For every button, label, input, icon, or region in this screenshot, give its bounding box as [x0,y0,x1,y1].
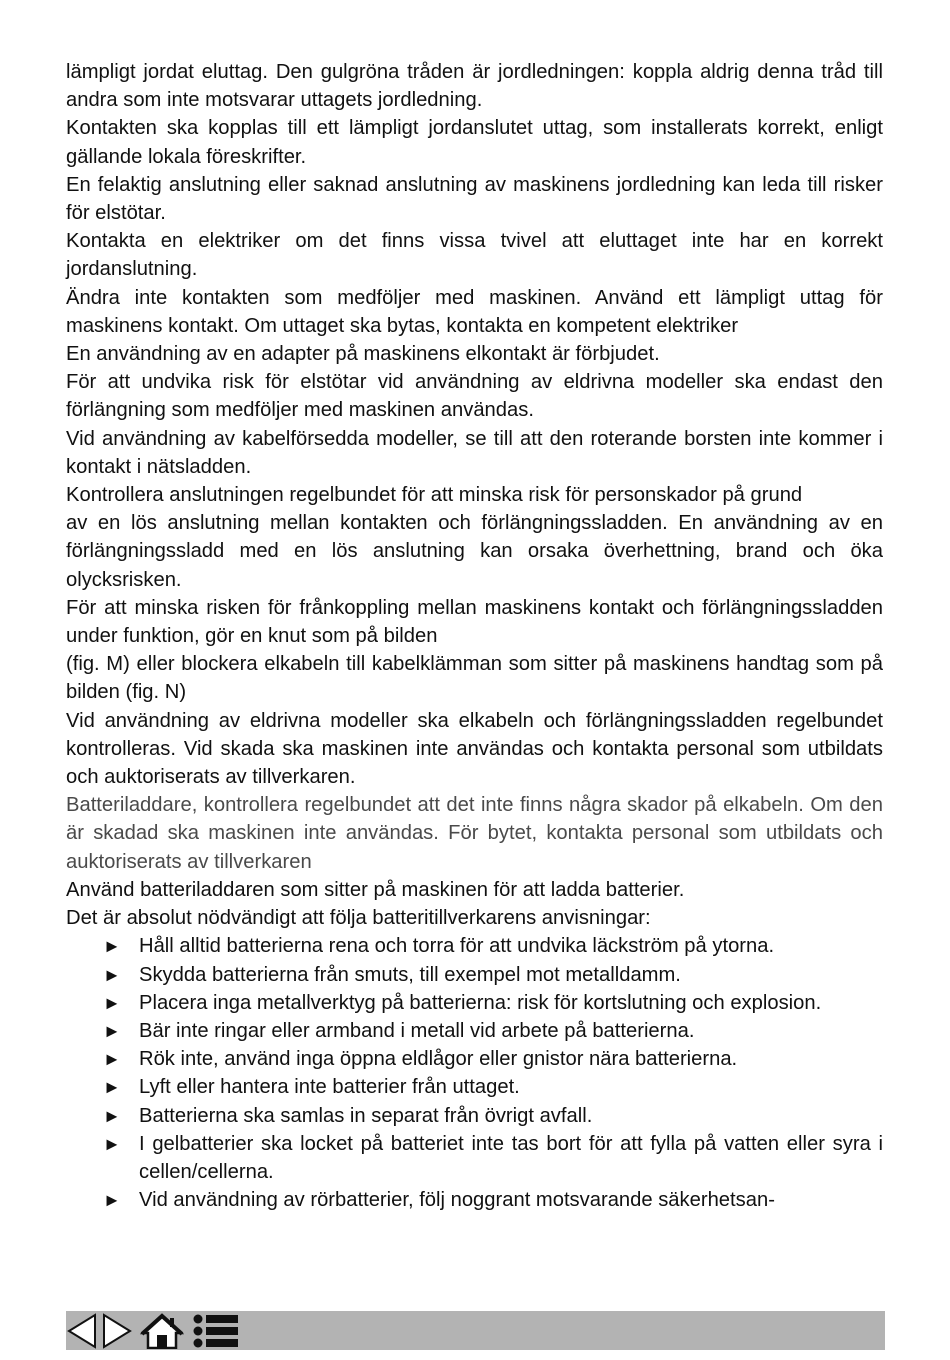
list-item-text: I gelbatterier ska locket på batteriet inte tas bort för att fylla på vatten eller syra i cellen/cellerna. [139,1132,883,1183]
bullet-arrow-icon: ► [103,1133,121,1154]
paragraph: Kontrollera anslutningen regelbundet för att minska risk för personskador på grund [66,484,803,507]
document-page [66,58,883,1214]
paragraph: lämpligt jordat eluttag. Den gulgröna tråden är jordledningen: koppla aldrig denna tråd till andra som inte motsvarar uttagets jordledning. [66,61,883,112]
paragraph: Använd batteriladdaren som sitter på maskinen för att ladda batterier. [66,878,685,901]
paragraph: Ändra inte kontakten som medföljer med maskinen. Använd ett lämpligt uttag för maskinens kontakt. Om uttaget ska bytas, kontakta en kompetent elektriker [66,286,883,337]
paragraph: En felaktig anslutning eller saknad anslutning av maskinens jordledning kan leda till risker för elstötar. [66,173,883,225]
list-item-text: Vid användning av rörbatterier, följ noggrant motsvarande säkerhetsan- [139,1189,775,1212]
list-item-text: Lyft eller hantera inte batterier från uttaget. [139,1076,520,1099]
paragraph: Kontakten ska kopplas till ett lämpligt jordanslutet uttag, som installerats korrekt, enligt gällande lokala föreskrifter. [66,117,883,168]
list-item-text: Placera inga metallverktyg på batterierna: risk för kortslutning och explosion. [139,991,822,1014]
bullet-arrow-icon: ► [103,1049,121,1070]
bullet-arrow-icon: ► [103,1020,121,1041]
list-item [66,1073,883,1101]
paragraph: En användning av en adapter på maskinens elkontakt är förbjudet. [66,343,660,366]
paragraph: (fig. M) eller blockera elkabeln till kabelklämman som sitter på maskinens handtag som på bilden (fig. N) [66,653,883,704]
next-page-icon[interactable] [101,1313,133,1349]
list-item-text: Bär inte ringar eller armband i metall vid arbete på batterierna. [139,1019,695,1042]
list-item [66,961,883,989]
list-item-text: Rök inte, använd inga öppna eldlågor eller gnistor nära batterierna. [139,1048,738,1071]
contents-list-icon[interactable] [192,1313,240,1349]
list-item [66,1186,883,1214]
list-item [66,1045,883,1073]
paragraph: Batteriladdare, kontrollera regelbundet att det inte finns några skador på elkabeln. Om den är skadad ska maskinen inte användas. För bytet, kontakta personal som utbildats och auktoriserats av tillverkaren [66,794,883,873]
paragraph: Vid användning av kabelförsedda modeller, se till att den roterande borsten inte kommer i kontakt i nätsladden. [66,427,883,478]
bullet-arrow-icon: ► [103,1077,121,1098]
list-item [66,1102,883,1130]
paragraph: Det är absolut nödvändigt att följa batteritillverkarens anvisningar: [66,907,651,930]
battery-instructions-list [66,932,883,1214]
paragraph: För att undvika risk för elstötar vid användning av eldrivna modeller ska endast den förlängning som medföljer med maskinen användas. [66,371,883,422]
list-item-text: Håll alltid batterierna rena och torra för att undvika läckström på ytorna. [139,935,775,958]
paragraph: av en lös anslutning mellan kontakten och förlängningssladden. En användning av en förlängningssladd med en lös anslutning kan orsaka överhettning, brand och öka olycksrisken. [66,512,883,591]
paragraph: För att minska risken för frånkoppling mellan maskinens kontakt och förlängningssladden under funktion, gör en knut som på bilden [66,596,883,648]
list-item [66,1017,883,1045]
body-text [66,58,883,932]
paragraph: Kontakta en elektriker om det finns vissa tvivel att eluttaget inte har en korrekt jordanslutning. [66,230,883,281]
paragraph: Vid användning av eldrivna modeller ska elkabeln och förlängningssladden regelbundet kontrolleras. Vid skada ska maskinen inte användas och kontakta personal som utbildats och auktoriserats av tillverkaren. [66,709,883,789]
list-item [66,932,883,960]
bullet-arrow-icon: ► [103,936,121,957]
list-item-text: Skydda batterierna från smuts, till exempel mot metalldamm. [139,963,681,986]
prev-page-icon[interactable] [66,1313,98,1349]
bullet-arrow-icon: ► [103,964,121,985]
bullet-arrow-icon: ► [103,1190,121,1211]
navigation-bar [66,1311,885,1350]
list-item-text: Batterierna ska samlas in separat från övrigt avfall. [139,1104,593,1127]
home-icon[interactable] [140,1313,184,1349]
bullet-arrow-icon: ► [103,992,121,1013]
bullet-arrow-icon: ► [103,1105,121,1126]
list-item [66,989,883,1017]
list-item [66,1130,883,1186]
